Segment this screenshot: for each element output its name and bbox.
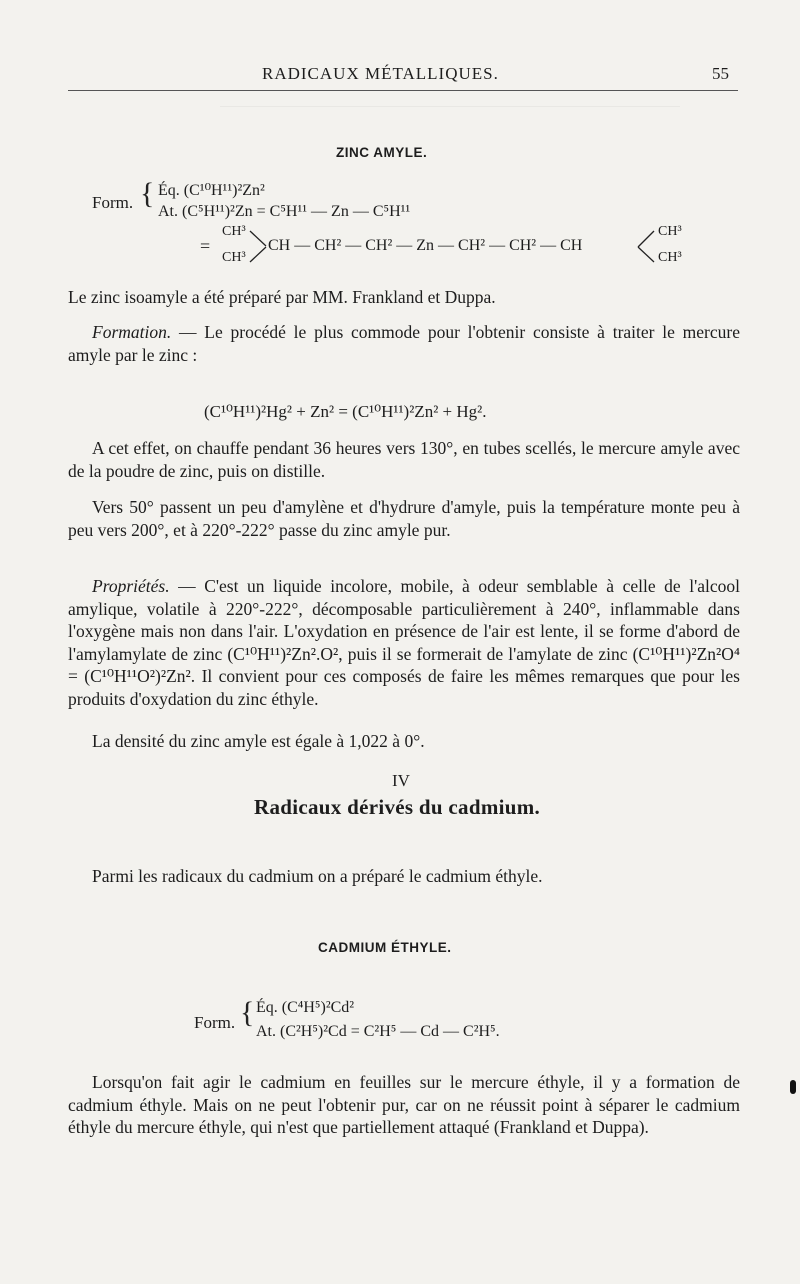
cadmium-description-paragraph: Lorsqu'on fait agir le cadmium en feuilles sur le mercure éthyle, il y a formation de cadmium éthyle. Mais on ne peut l'obtenir pur, car on ne réussit point à séparer le cadmium éthyle du mercure éthyle, qui n'est que partiellement attaqué (Frankland et Duppa). bbox=[68, 1072, 740, 1137]
page-number: 55 bbox=[712, 64, 729, 83]
cadmium-ethyle-heading: CADMIUM ÉTHYLE. bbox=[318, 940, 452, 955]
cadmium-formula-brace: { bbox=[240, 996, 255, 1029]
formation-text: — Le procédé le plus commode pour l'obtenir consiste à traiter le mercure amyle par le zinc : bbox=[68, 322, 740, 365]
properties-label: Propriétés. bbox=[92, 576, 170, 596]
struct-left-top: CH³ bbox=[222, 224, 246, 239]
zinc-formula-brace: { bbox=[140, 177, 155, 210]
header-rule bbox=[68, 90, 738, 91]
zinc-form-label: Form. bbox=[92, 193, 134, 212]
struct-right-bottom: CH³ bbox=[658, 250, 682, 265]
struct-left-bottom: CH³ bbox=[222, 250, 246, 265]
procedure-paragraph-2: Vers 50° passent un peu d'amylène et d'hydrure d'amyle, puis la température monte peu à peu vers 200°, et à 220°-222° passe du zinc amyle pur. bbox=[68, 497, 740, 540]
bleed-through-shadow bbox=[220, 106, 680, 107]
formation-label: Formation. bbox=[92, 322, 172, 342]
cadmium-form-label: Form. bbox=[194, 1013, 236, 1032]
zinc-eq-formula: Éq. (C¹⁰H¹¹)²Zn² bbox=[158, 182, 265, 199]
cadmium-intro-paragraph: Parmi les radicaux du cadmium on a préparé le cadmium éthyle. bbox=[92, 866, 543, 886]
struct-left-bond bbox=[248, 228, 270, 266]
margin-ink-mark bbox=[790, 1080, 796, 1094]
procedure-paragraph-1: A cet effet, on chauffe pendant 36 heures vers 130°, en tubes scellés, le mercure amyle avec de la poudre de zinc, puis on distille. bbox=[68, 438, 740, 481]
zinc-amyle-heading: ZINC AMYLE. bbox=[336, 145, 428, 160]
properties-paragraph bbox=[68, 575, 740, 710]
density-paragraph: La densité du zinc amyle est égale à 1,022 à 0°. bbox=[92, 731, 425, 751]
struct-right-bond bbox=[636, 228, 658, 266]
struct-equals: = bbox=[200, 236, 211, 256]
section-numeral: IV bbox=[392, 771, 410, 790]
cadmium-eq-formula: Éq. (C⁴H⁵)²Cd² bbox=[256, 999, 355, 1016]
running-header: RADICAUX MÉTALLIQUES. bbox=[262, 64, 499, 83]
struct-right-top: CH³ bbox=[658, 224, 682, 239]
struct-chain: CH — CH² — CH² — Zn — CH² — CH² — CH bbox=[268, 237, 583, 254]
properties-text: — C'est un liquide incolore, mobile, à odeur semblable à celle de l'alcool amylique, volatile à 220°-222°, décomposable particulièrement à 240°, inflammable dans l'oxygène mais non dans l'air. L'oxydation en présence de l'air est lente, il se forme d'abord de l'amylamylate de zinc (C¹⁰H¹¹)²Zn².O², puis il se formerait de l'amylate de zinc (C¹⁰H¹¹)²Zn²O⁴ = (C¹⁰H¹¹O²)²Zn². Il convient pour ces composés de faire les mêmes remarques que pour les produits d'oxydation du zinc éthyle. bbox=[68, 576, 740, 709]
zinc-intro-paragraph: Le zinc isoamyle a été préparé par MM. Frankland et Duppa. bbox=[68, 287, 496, 307]
zinc-at-formula: At. (C⁵H¹¹)²Zn = C⁵H¹¹ — Zn — C⁵H¹¹ bbox=[158, 203, 411, 220]
formation-reaction: (C¹⁰H¹¹)²Hg² + Zn² = (C¹⁰H¹¹)²Zn² + Hg². bbox=[204, 402, 487, 421]
cadmium-at-formula: At. (C²H⁵)²Cd = C²H⁵ — Cd — C²H⁵. bbox=[256, 1023, 500, 1040]
formation-paragraph bbox=[68, 321, 740, 366]
section-iv-title: Radicaux dérivés du cadmium. bbox=[254, 795, 541, 819]
